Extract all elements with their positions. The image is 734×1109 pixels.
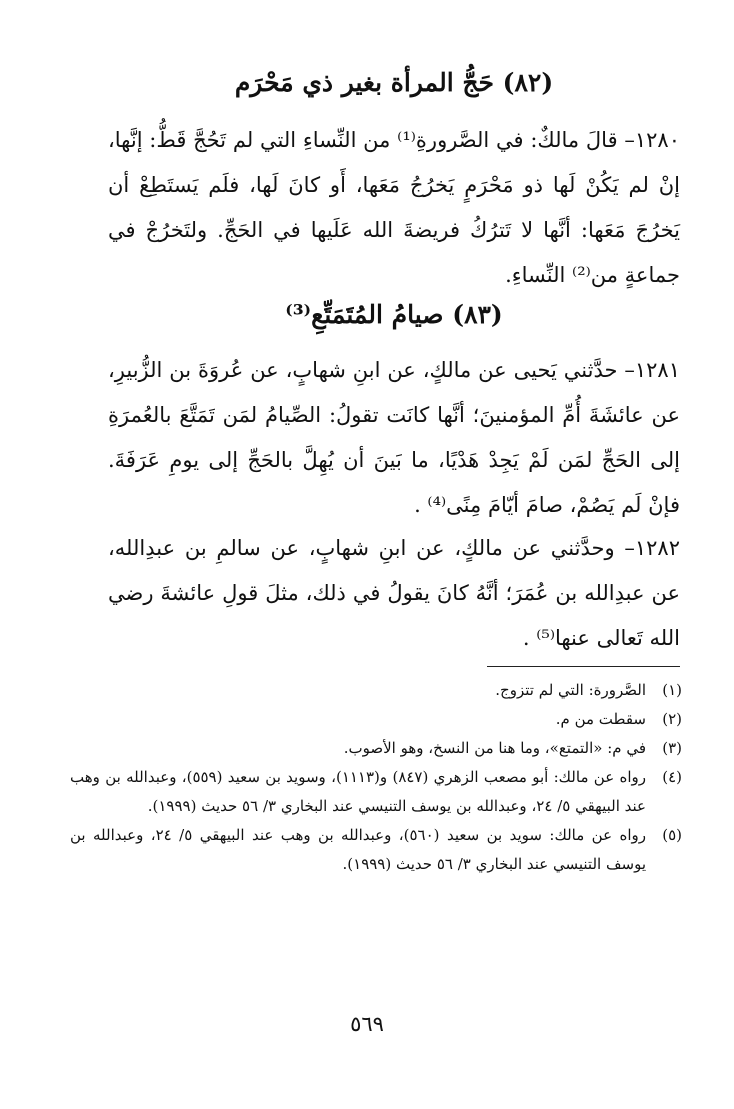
footnote-text: رواه عن مالك: سويد بن سعيد (٥٦٠)، وعبدالله بن وهب عند البيهقي ٥/ ٢٤، وعبدالله بن يوسف التنيسي عند البخاري ٣/ ٥٦ حديث (١٩٩٩).: [70, 826, 646, 873]
footnote-number: (٣): [662, 739, 682, 757]
footnote-number: (٢): [662, 710, 682, 728]
footnote-2: [70, 705, 682, 734]
footnote-4: [70, 763, 682, 821]
chapter-82-heading: (٨٢) حَجُّ المرأة بغير ذي مَحْرَم: [234, 68, 554, 97]
hadith-1282-paragraph: ١٢٨٢– وحدَّثني عن مالكٍ، عن ابنِ شهابٍ، عن سالمِ بن عبدِالله، عن عبدِالله بن عُمَرَ؛ أنَّهُ كانَ يقولُ في ذلك، مثلَ قولِ عائشةَ رضي الله تَعالى عنها⁽⁵⁾ .: [108, 536, 680, 650]
hadith-1281-paragraph: ١٢٨١– حدَّثني يَحيى عن مالكٍ، عن ابنِ شهابٍ، عن عُروَةَ بن الزُّبيرِ، عن عائشَةَ أُمِّ المؤمنينَ؛ أنَّها كانَت تقولُ: الصِّيامُ لمَن تَمَتَّعَ بالعُمرَةِ إلى الحَجِّ لمَن لَمْ يَجِدْ هَدْيًا، ما بَينَ أن يُهِلَّ بالحَجِّ إلى يومِ عَرَفَةَ. فإنْ لَم يَصُمْ، صامَ أيّامَ مِنًى⁽⁴⁾ .: [108, 358, 680, 517]
footnote-text: الصَّرورة: التي لم تتزوج.: [495, 681, 646, 699]
chapter-83-heading: (٨٣) صيامُ المُتَمَتِّعِ⁽³⁾: [285, 300, 503, 329]
footnote-number: (٥): [662, 826, 682, 844]
hadith-1280-paragraph: ١٢٨٠– قالَ مالكٌ: في الصَّرورةِ⁽¹⁾ من النِّساءِ التي لم تَحُجَّ قَطُّ: إنَّها، إنْ لم يَكُنْ لَها ذو مَحْرَمٍ يَخرُجُ مَعَها، أَو كانَ لَها، فلَم يَستَطِعْ أن يَخرُجَ مَعَها: أنَّها لا تَترُكُ فريضةَ الله عَلَيها في الحَجِّ. ولتَخرُجْ في جماعةٍ من⁽²⁾ النِّساءِ.: [108, 128, 680, 287]
footnote-text: رواه عن مالك: أبو مصعب الزهري (٨٤٧) و(١١١٣)، وسويد بن سعيد (٥٥٩)، وعبدالله بن وهب عند البيهقي ٥/ ٢٤، وعبدالله بن يوسف التنيسي عند البخاري ٣/ ٥٦ حديث (١٩٩٩).: [70, 768, 646, 815]
footnote-text: سقطت من م.: [555, 710, 646, 728]
footnote-5: [70, 821, 682, 879]
footnote-1: [70, 676, 682, 705]
footnote-number: (١): [662, 681, 682, 699]
footnote-3: [70, 734, 682, 763]
footnote-text: في م: «التمتع»، وما هنا من النسخ، وهو الأصوب.: [343, 739, 646, 757]
footnotes-list: [70, 676, 682, 879]
page-number: ٥٦٩: [350, 1012, 384, 1036]
footnote-separator: [487, 666, 680, 667]
footnote-number: (٤): [662, 768, 682, 786]
